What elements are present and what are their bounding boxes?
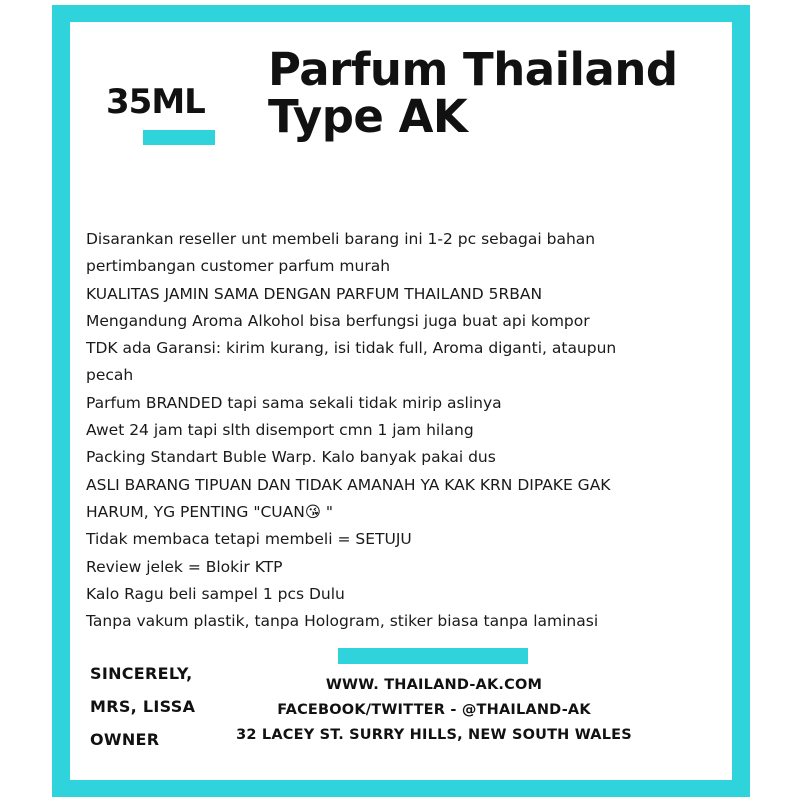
flyer-card [70, 22, 732, 780]
signature-line-3: OWNER [90, 730, 160, 749]
body-line: Awet 24 jam tapi slth disemport cmn 1 jam hilang [86, 421, 474, 440]
body-line: HARUM, YG PENTING "CUAN😘 " [86, 502, 334, 521]
volume-underline-bar [143, 130, 215, 145]
body-line: Packing Standart Buble Warp. Kalo banyak pakai dus [86, 448, 496, 467]
body-line: pertimbangan customer parfum murah [86, 257, 391, 276]
body-line: ASLI BARANG TIPUAN DAN TIDAK AMANAH YA KAK KRN DIPAKE GAK [86, 475, 611, 494]
body-line: Disarankan reseller unt membeli barang ini 1-2 pc sebagai bahan [86, 230, 596, 248]
contact-accent-bar [338, 648, 528, 664]
description-text [86, 226, 726, 635]
body-line: Review jelek = Blokir KTP [86, 557, 283, 576]
contact-block [220, 673, 648, 748]
body-line: Mengandung Aroma Alkohol bisa berfungsi juga buat api kompor [86, 311, 590, 330]
body-line: Kalo Ragu beli sampel 1 pcs Dulu [86, 584, 345, 603]
body-line: pecah [86, 366, 134, 385]
body-line: Tidak membaca tetapi membeli = SETUJU [86, 530, 412, 549]
title-line-1: Parfum Thailand [268, 43, 678, 96]
body-line: Parfum BRANDED tapi sama sekali tidak mirip aslinya [86, 393, 502, 412]
address-text: 32 LACEY ST. SURRY HILLS, NEW SOUTH WALES [236, 727, 632, 743]
body-line: KUALITAS JAMIN SAMA DENGAN PARFUM THAILAND 5RBAN [86, 284, 543, 303]
social-text: FACEBOOK/TWITTER - @THAILAND-AK [277, 702, 591, 718]
body-line: Tanpa vakum plastik, tanpa Hologram, stiker biasa tanpa laminasi [86, 612, 599, 631]
signature-line-1: SINCERELY, [90, 664, 193, 683]
title-line-2: Type AK [268, 90, 468, 143]
volume-label: 35ML [106, 82, 205, 122]
website-text: WWW. THAILAND-AK.COM [325, 677, 543, 693]
page-title [268, 43, 678, 143]
body-line: TDK ada Garansi: kirim kurang, isi tidak full, Aroma diganti, ataupun [86, 339, 617, 358]
signature-block [90, 657, 195, 756]
signature-line-2: MRS, LISSA [90, 697, 196, 716]
